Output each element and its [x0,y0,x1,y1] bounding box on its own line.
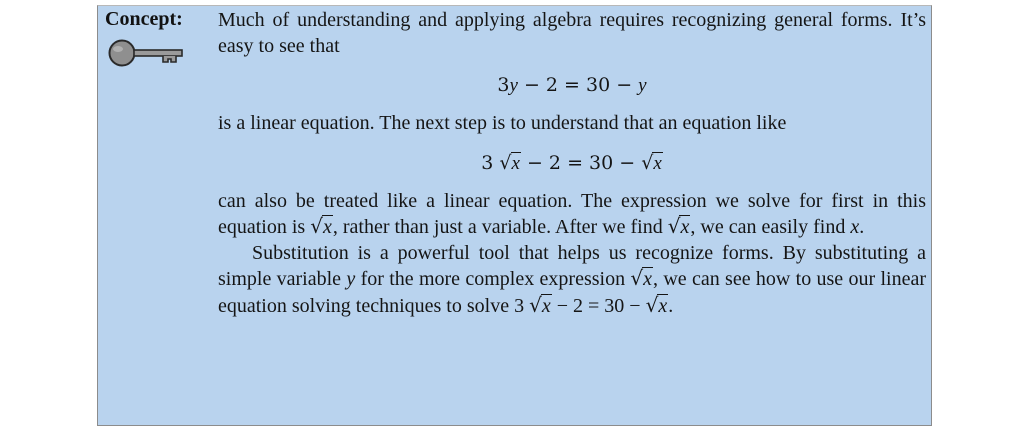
equation-sqrt: 3 √x − 2 = 30 − √x [481,151,662,174]
paragraph-substitution: Substitution is a powerful tool that helps us recognize forms. By substituting a simple variable y for the more complex expression √x, we can see how to use our linear equation solving techniques to solve 3 √x − 2 = 30 − √x. [218,241,926,317]
concept-label: Concept: [105,8,183,30]
key-icon [107,38,187,68]
paragraph-solve: can also be treated like a linear equation. The expression we solve for first in this equation is √x, rather than just a variable. After we find √x, we can easily find x. [218,189,926,238]
concept-text [218,8,926,319]
equation-linear: 3y − 2 = 30 − y [497,74,647,96]
paragraph-linear: is a linear equation. The next step is to understand that an equation like [218,112,787,134]
paragraph-intro: Much of understanding and applying algebra requires recognizing general forms. It’s easy to see that [218,9,926,57]
